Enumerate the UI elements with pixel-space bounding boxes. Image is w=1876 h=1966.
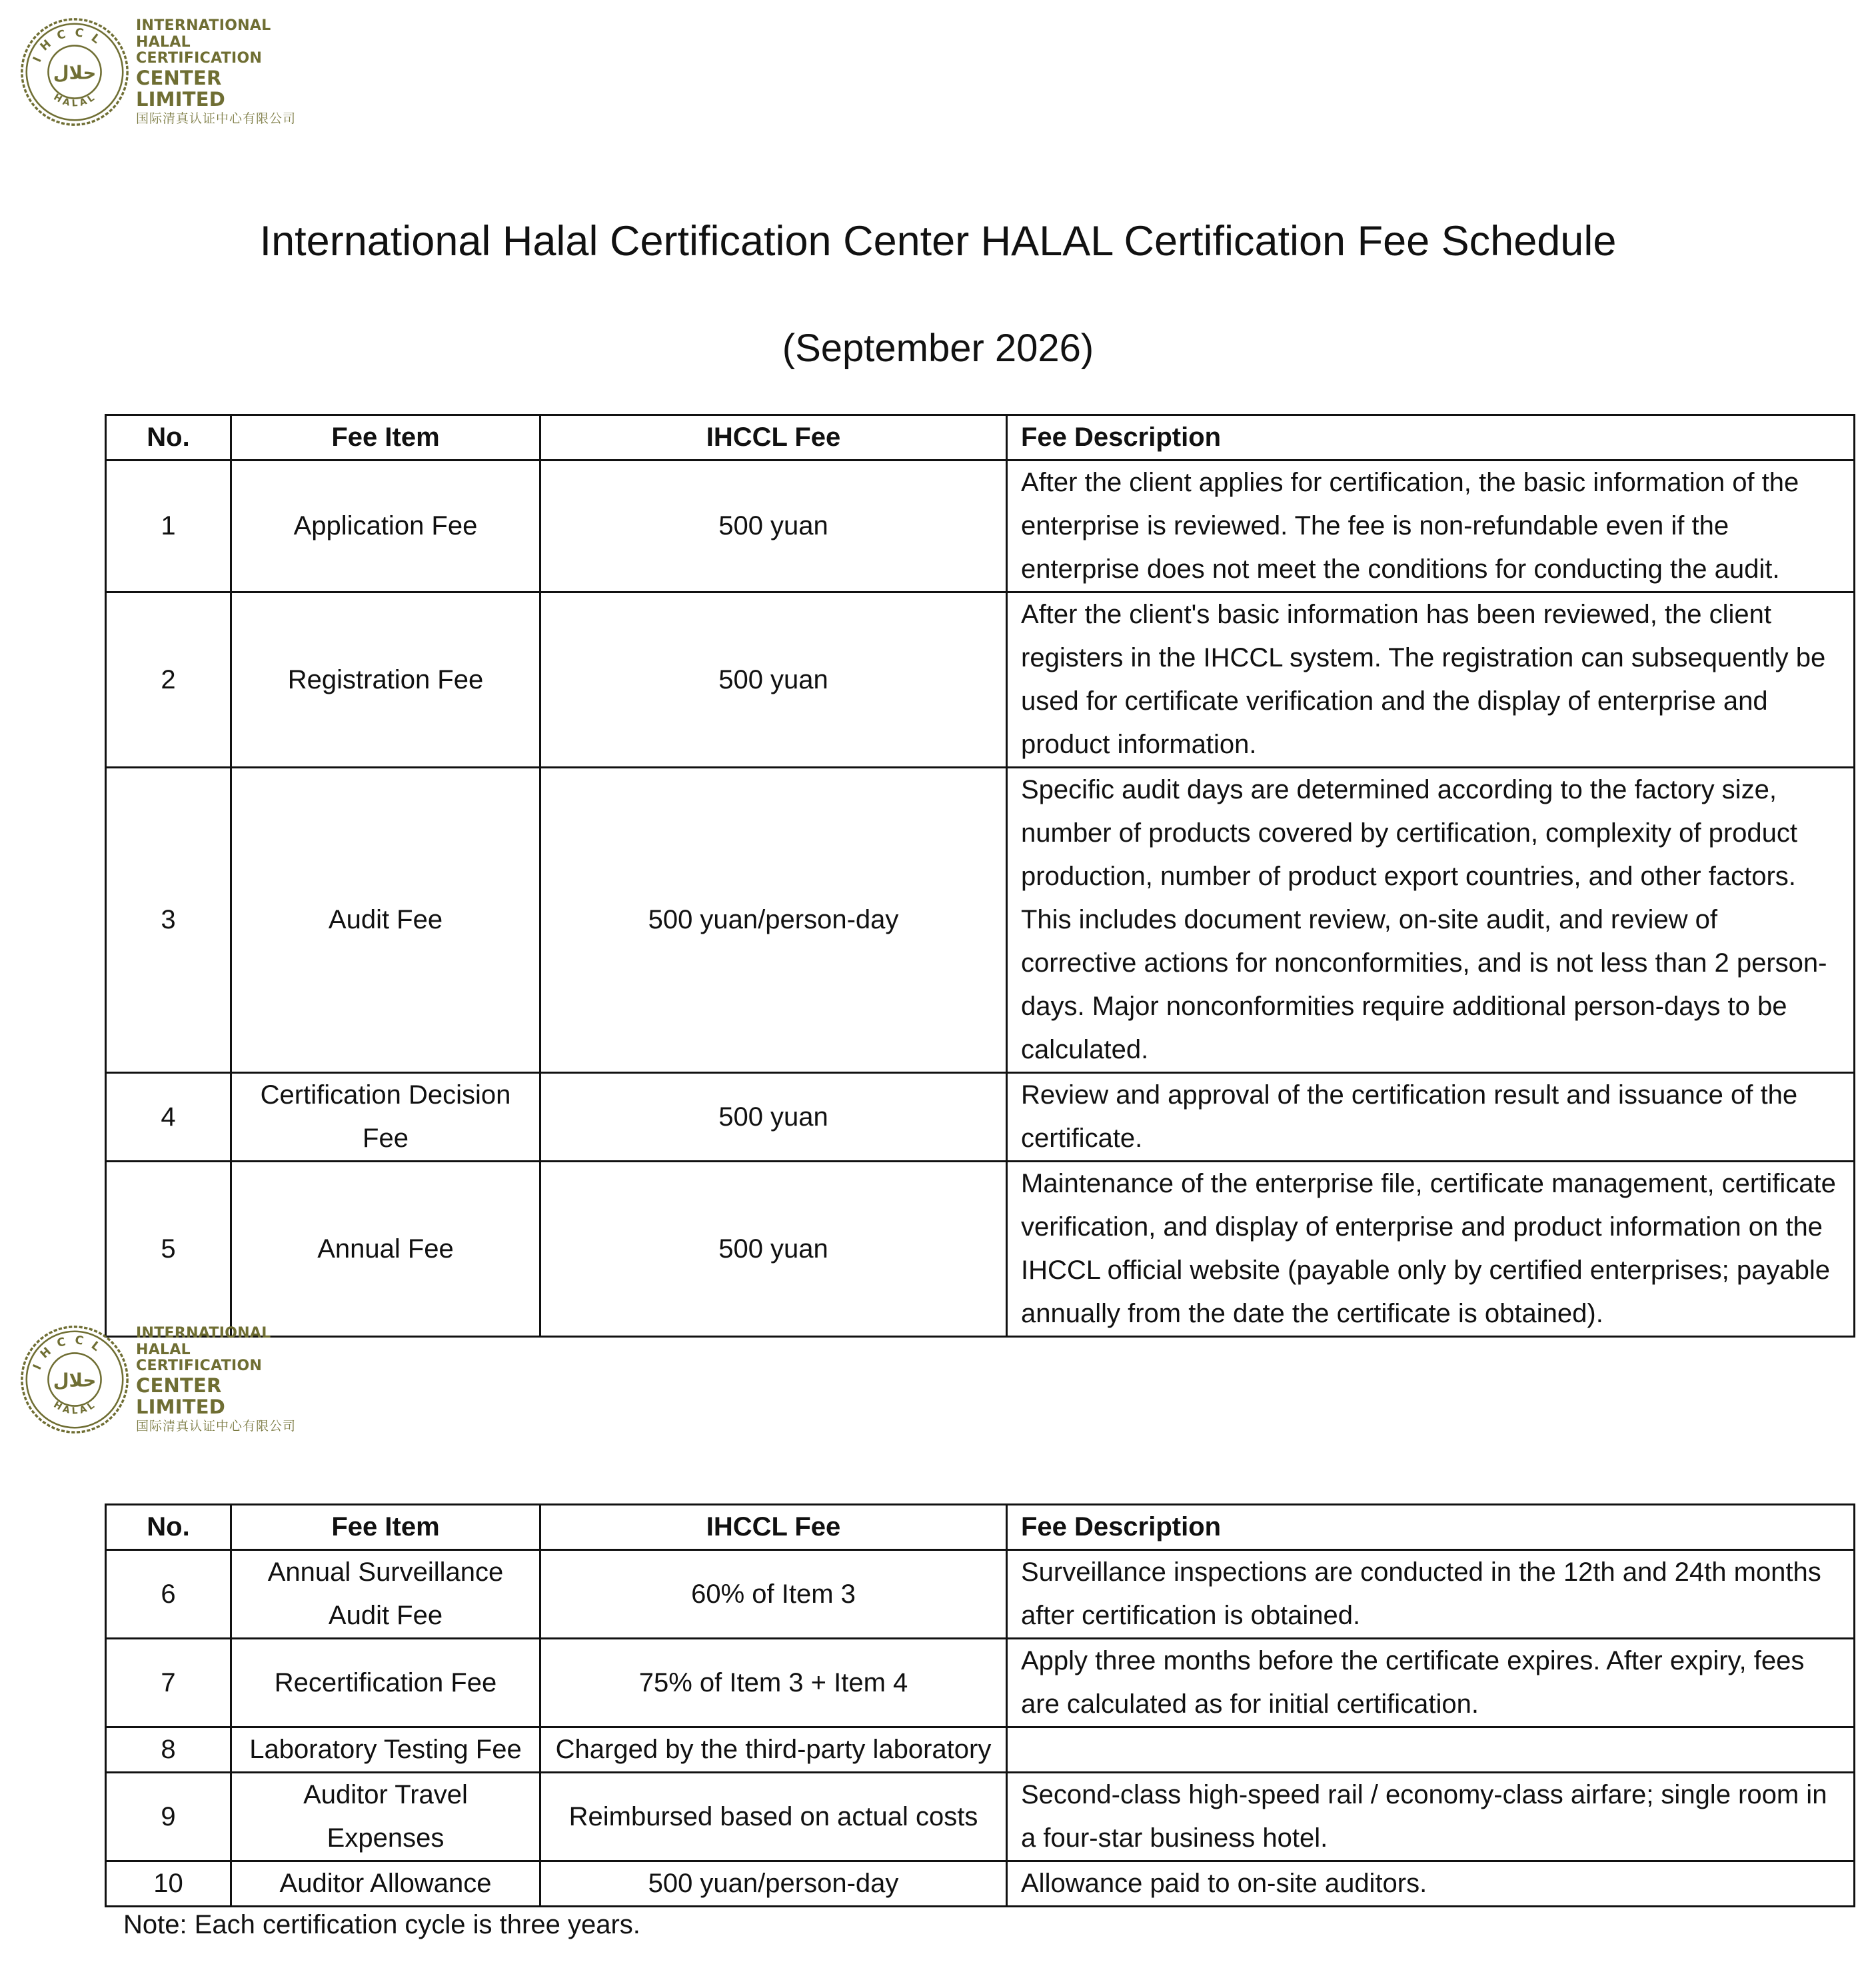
table-header-row xyxy=(106,1505,1855,1550)
company-logo xyxy=(17,12,317,132)
row-fee-description: Second-class high-speed rail / economy-class airfare; single room in a four-star business hotel. xyxy=(1007,1773,1855,1861)
row-fee-item: Auditor Travel Expenses xyxy=(231,1773,540,1861)
row-ihccl-fee: 60% of Item 3 xyxy=(540,1550,1007,1639)
row-fee-item: Registration Fee xyxy=(231,592,540,768)
row-ihccl-fee: 500 yuan xyxy=(540,1073,1007,1162)
header-fee-item: Fee Item xyxy=(231,415,540,461)
logo-wordmark xyxy=(136,18,317,126)
logo-line-1: INTERNATIONAL xyxy=(136,1324,271,1342)
row-ihccl-fee: Charged by the third-party laboratory xyxy=(540,1727,1007,1773)
row-ihccl-fee: 500 yuan xyxy=(540,461,1007,592)
table-row xyxy=(106,1550,1855,1639)
logo-line-1: INTERNATIONAL xyxy=(136,17,271,34)
logo-line-2: HALAL CERTIFICATION xyxy=(136,1341,263,1375)
svg-text:IHCCL: IHCCL xyxy=(30,1333,109,1372)
fee-table-2 xyxy=(105,1503,1855,1907)
header-fee-description: Fee Description xyxy=(1007,1505,1855,1550)
svg-text:IHCCL: IHCCL xyxy=(30,25,109,65)
row-fee-description: Surveillance inspections are conducted in the 12th and 24th months after certification is obtained. xyxy=(1007,1550,1855,1639)
footnote: Note: Each certification cycle is three years. xyxy=(123,1910,640,1939)
halal-seal-icon xyxy=(17,15,132,129)
header-no: No. xyxy=(106,415,231,461)
halal-seal-icon xyxy=(17,1322,132,1437)
row-fee-item: Audit Fee xyxy=(231,768,540,1073)
table-header-row xyxy=(106,415,1855,461)
row-fee-item: Auditor Allowance xyxy=(231,1861,540,1907)
row-no: 10 xyxy=(106,1861,231,1907)
header-ihccl-fee: IHCCL Fee xyxy=(540,415,1007,461)
row-ihccl-fee: 500 yuan/person-day xyxy=(540,768,1007,1073)
row-fee-description: Allowance paid to on-site auditors. xyxy=(1007,1861,1855,1907)
row-fee-item: Certification Decision Fee xyxy=(231,1073,540,1162)
row-no: 4 xyxy=(106,1073,231,1162)
header-fee-description: Fee Description xyxy=(1007,415,1855,461)
row-fee-description xyxy=(1007,1727,1855,1773)
table-row xyxy=(106,461,1855,592)
row-fee-description: Specific audit days are determined according to the factory size, number of products covered by certification, complexity of product production, number of product export countries, and other factors. This includes document review, on-site audit, and review of corrective actions for nonconformities, and is not less than 2 person-days. Major nonconformities require additional person-days to be calculated. xyxy=(1007,768,1855,1073)
page-subtitle: (September 2026) xyxy=(782,327,1094,370)
table-row xyxy=(106,592,1855,768)
svg-text:حلال: حلال xyxy=(53,1370,97,1392)
row-fee-description: Maintenance of the enterprise file, certificate management, certificate verification, and display of enterprise and product information on the IHCCL official website (payable only by certified enterprises; payable annually from the date the certificate is obtained). xyxy=(1007,1162,1855,1337)
row-no: 8 xyxy=(106,1727,231,1773)
row-ihccl-fee: 500 yuan/person-day xyxy=(540,1861,1007,1907)
row-no: 2 xyxy=(106,592,231,768)
svg-text:HALAL: HALAL xyxy=(51,91,99,109)
header-no: No. xyxy=(106,1505,231,1550)
row-fee-description: Apply three months before the certificate expires. After expiry, fees are calculated as for initial certification. xyxy=(1007,1639,1855,1727)
row-no: 1 xyxy=(106,461,231,592)
row-fee-item: Recertification Fee xyxy=(231,1639,540,1727)
row-fee-description: After the client's basic information has been reviewed, the client registers in the IHCCL system. The registration can subsequently be used for certificate verification and the display of enterprise and product information. xyxy=(1007,592,1855,768)
table-row xyxy=(106,1773,1855,1861)
row-no: 5 xyxy=(106,1162,231,1337)
row-ihccl-fee: 75% of Item 3 + Item 4 xyxy=(540,1639,1007,1727)
row-no: 3 xyxy=(106,768,231,1073)
row-fee-item: Laboratory Testing Fee xyxy=(231,1727,540,1773)
row-fee-description: Review and approval of the certification result and issuance of the certificate. xyxy=(1007,1073,1855,1162)
fee-table-1 xyxy=(105,414,1855,1338)
row-fee-item: Annual Surveillance Audit Fee xyxy=(231,1550,540,1639)
company-logo-2 xyxy=(17,1320,317,1440)
logo-wordmark xyxy=(136,1326,317,1434)
row-fee-item: Annual Fee xyxy=(231,1162,540,1337)
svg-text:HALAL: HALAL xyxy=(51,1398,99,1417)
table-row xyxy=(106,1162,1855,1337)
header-fee-item: Fee Item xyxy=(231,1505,540,1550)
logo-line-chinese: 国际清真认证中心有限公司 xyxy=(136,1418,297,1434)
row-ihccl-fee: Reimbursed based on actual costs xyxy=(540,1773,1007,1861)
logo-line-2: HALAL CERTIFICATION xyxy=(136,33,263,67)
table-row xyxy=(106,1727,1855,1773)
row-ihccl-fee: 500 yuan xyxy=(540,592,1007,768)
logo-line-3: CENTER LIMITED xyxy=(136,1374,225,1419)
row-no: 7 xyxy=(106,1639,231,1727)
logo-line-chinese: 国际清真认证中心有限公司 xyxy=(136,111,297,126)
row-no: 9 xyxy=(106,1773,231,1861)
row-fee-item: Application Fee xyxy=(231,461,540,592)
svg-text:حلال: حلال xyxy=(53,62,97,84)
header-ihccl-fee: IHCCL Fee xyxy=(540,1505,1007,1550)
logo-line-3: CENTER LIMITED xyxy=(136,66,225,111)
table-row xyxy=(106,1073,1855,1162)
table-row xyxy=(106,1639,1855,1727)
row-ihccl-fee: 500 yuan xyxy=(540,1162,1007,1337)
row-no: 6 xyxy=(106,1550,231,1639)
table-row xyxy=(106,768,1855,1073)
row-fee-description: After the client applies for certification, the basic information of the enterprise is reviewed. The fee is non-refundable even if the enterprise does not meet the conditions for conducting the audit. xyxy=(1007,461,1855,592)
page-title: International Halal Certification Center HALAL Certification Fee Schedule xyxy=(259,218,1617,265)
table-row xyxy=(106,1861,1855,1907)
